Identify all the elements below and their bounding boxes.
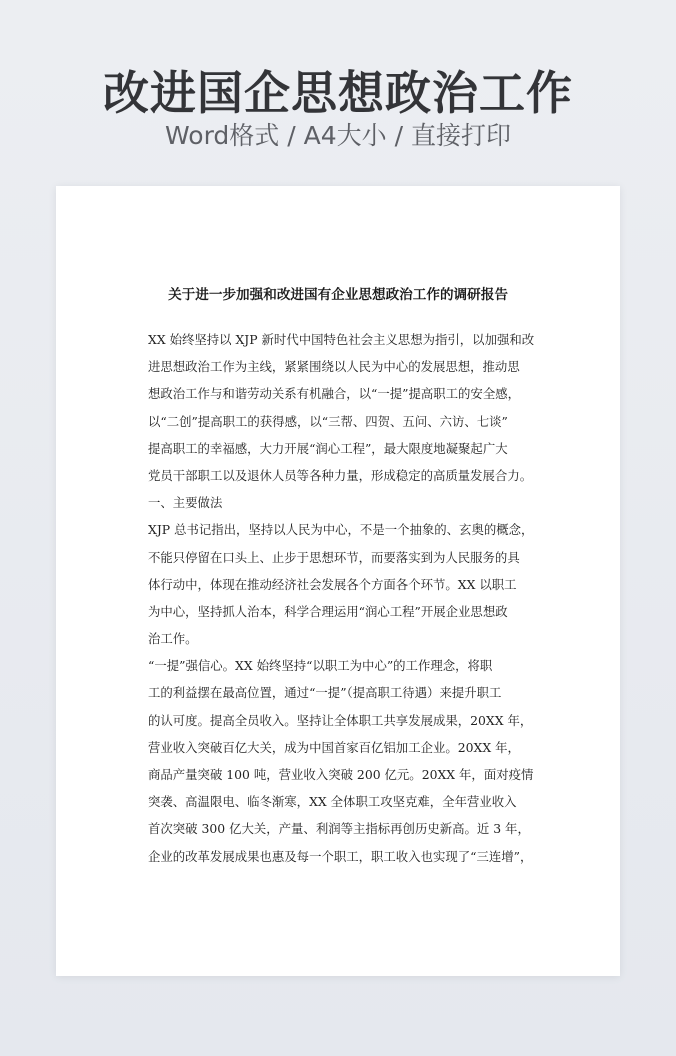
- document-body: [148, 330, 540, 874]
- document-line: 首次突破 300 亿大关，产量、利润等主指标再创历史新高。近 3 年，: [148, 821, 530, 837]
- document-line: 企业的改革发展成果也惠及每一个职工，职工收入也实现了“三连增”，: [148, 848, 533, 864]
- document-line: 工的利益摆在最高位置，通过“一提”（提高职工待遇）来提升职工: [148, 685, 502, 701]
- document-line: 提高职工的幸福感，大力开展“润心工程”，最大限度地凝聚起广大: [148, 440, 508, 456]
- document-line: 营业收入突破百亿大关，成为中国首家百亿铝加工企业。20XX 年，: [148, 739, 520, 755]
- section-heading: 一、主要做法: [148, 495, 223, 511]
- document-line: 的认可度。提高全员收入。坚持让全体职工共享发展成果，20XX 年，: [148, 712, 533, 728]
- document-line: 体行动中，体现在推动经济社会发展各个方面各个环节。XX 以职工: [148, 576, 517, 592]
- document-line: XX 始终坚持以 XJP 新时代中国特色社会主义思想为指引，以加强和改: [148, 332, 535, 347]
- document-line: 商品产量突破 100 吨，营业收入突破 200 亿元。20XX 年，面对疫情: [148, 767, 534, 782]
- document-line: 进思想政治工作为主线，紧紧围绕以人民为中心的发展思想，推动思: [148, 359, 520, 375]
- document-line: 党员干部职工以及退休人员等各种力量，形成稳定的高质量发展合力。: [148, 467, 533, 483]
- document-line: 为中心，坚持抓人治本，科学合理运用“润心工程”开展企业思想政: [148, 603, 508, 619]
- document-line: 突袭、高温限电、临冬渐寒，XX 全体职工攻坚克难，全年营业收入: [148, 794, 517, 810]
- document-page: [56, 186, 620, 976]
- document-line: 以“二创”提高职工的获得感，以“三帮、四贺、五问、六访、七谈”: [148, 413, 508, 429]
- banner-subtitle: Word格式 / A4大小 / 直接打印: [165, 121, 511, 150]
- document-line: “一提”强信心。XX 始终坚持“以职工为中心”的工作理念，将职: [148, 658, 493, 674]
- document-line: 治工作。: [148, 631, 198, 647]
- document-line: XJP 总书记指出，坚持以人民为中心，不是一个抽象的、玄奥的概念，: [148, 522, 534, 538]
- document-title: 关于进一步加强和改进国有企业思想政治工作的调研报告: [168, 287, 508, 303]
- banner-title: 改进国企思想政治工作: [103, 66, 573, 120]
- document-line: 不能只停留在口头上、止步于思想环节，而要落实到为人民服务的具: [148, 549, 520, 565]
- document-line: 想政治工作与和谐劳动关系有机融合，以“一提”提高职工的安全感，: [148, 386, 520, 402]
